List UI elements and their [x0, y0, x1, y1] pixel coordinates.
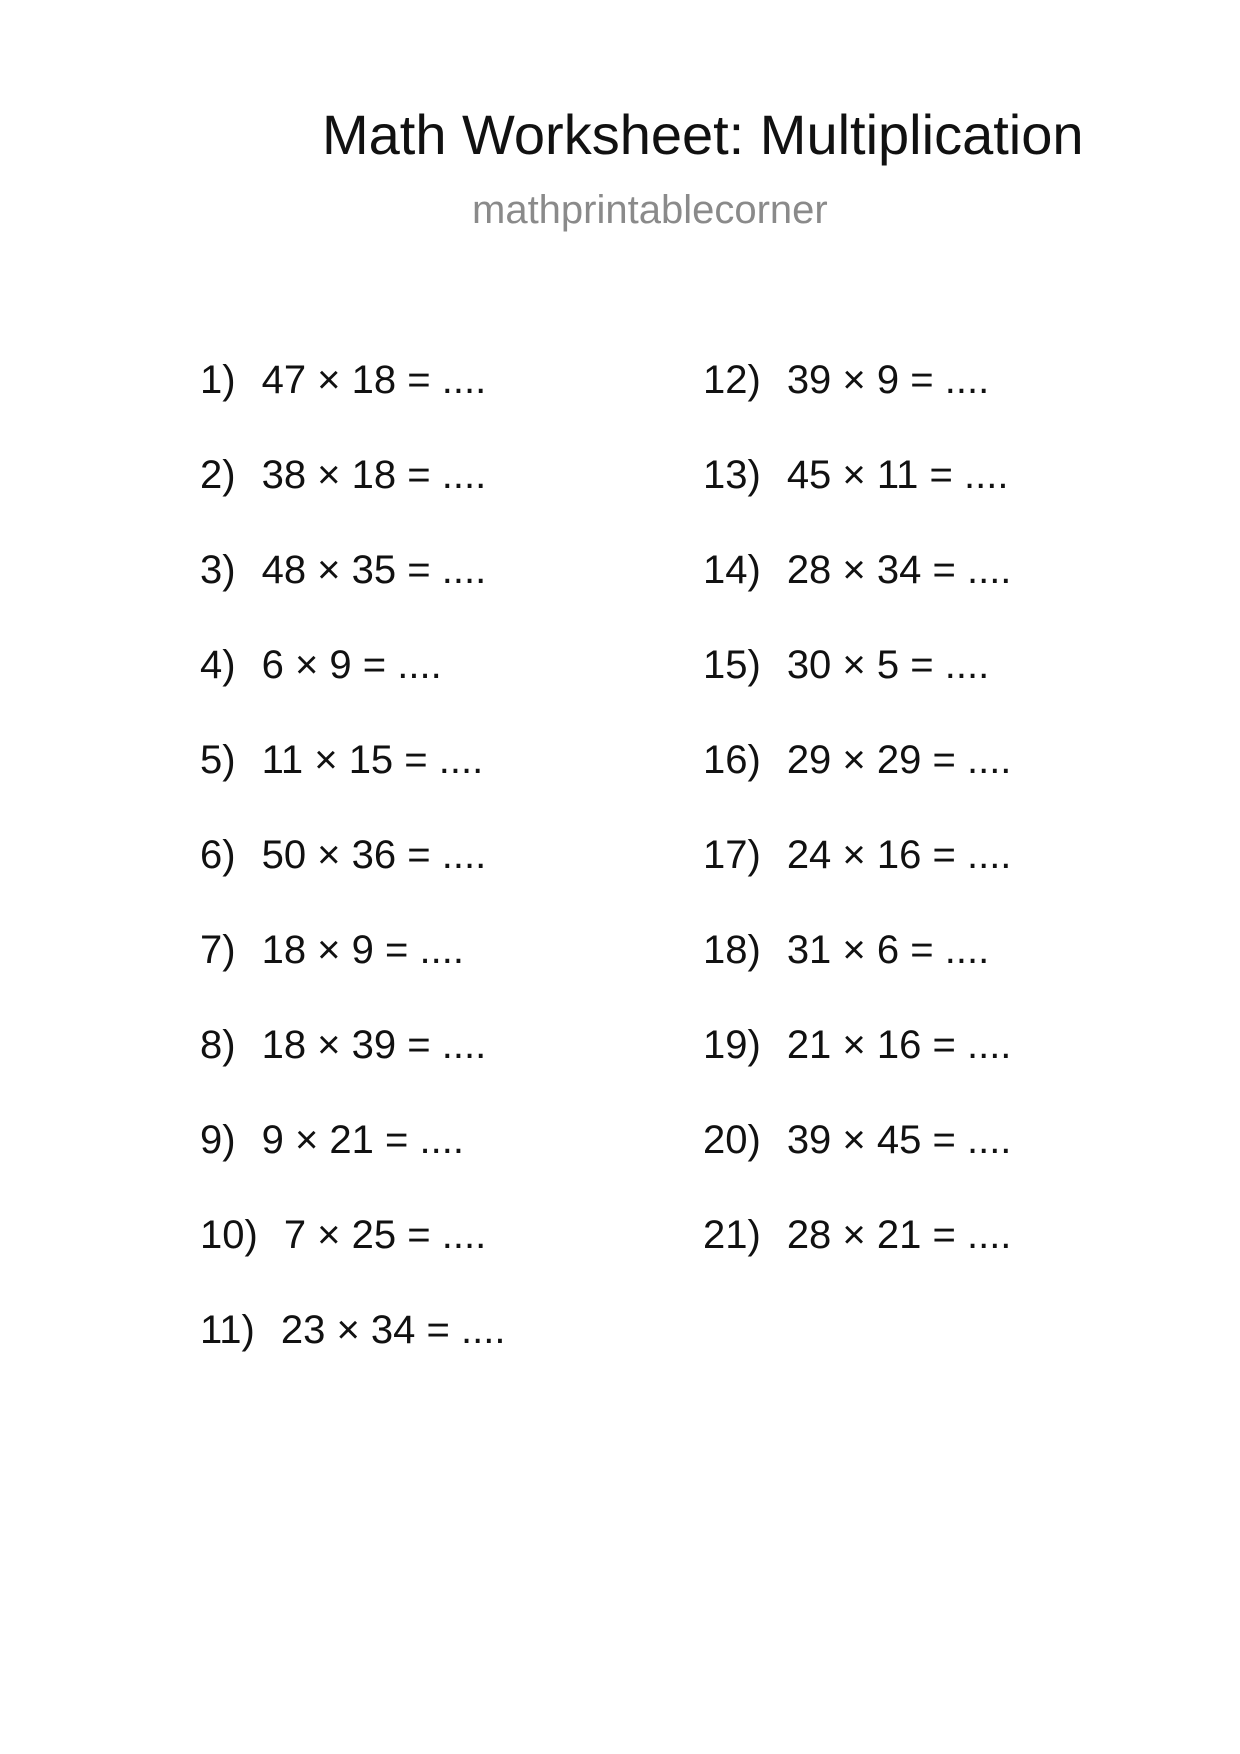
problem-item — [703, 918, 1203, 1013]
problem-expression: 28 × 21 = .... — [786, 1213, 1012, 1257]
worksheet-subtitle: mathprintablecorner — [472, 188, 828, 232]
problem-number: 20) — [703, 1118, 761, 1162]
problem-item — [703, 1013, 1203, 1108]
problem-number: 19) — [703, 1023, 761, 1067]
problem-item — [200, 538, 700, 633]
problem-number: 3) — [200, 548, 236, 592]
problem-expression: 50 × 36 = .... — [261, 833, 487, 877]
problem-number: 1) — [200, 358, 236, 402]
problem-expression: 48 × 35 = .... — [261, 548, 487, 592]
problem-item — [200, 633, 700, 728]
problem-item — [703, 348, 1203, 443]
problem-number: 7) — [200, 928, 236, 972]
problem-number: 12) — [703, 358, 761, 402]
problem-number: 4) — [200, 643, 236, 687]
problem-number: 16) — [703, 738, 761, 782]
problem-number: 14) — [703, 548, 761, 592]
problem-expression: 28 × 34 = .... — [786, 548, 1012, 592]
problem-column-left — [200, 348, 700, 1393]
problem-item — [703, 1108, 1203, 1203]
problem-number: 21) — [703, 1213, 761, 1257]
problem-number: 5) — [200, 738, 236, 782]
problem-expression: 39 × 45 = .... — [786, 1118, 1012, 1162]
problem-number: 10) — [200, 1213, 258, 1257]
problem-item — [200, 1203, 700, 1298]
problem-expression: 11 × 15 = .... — [261, 738, 484, 782]
problem-expression: 23 × 34 = .... — [280, 1308, 506, 1352]
problem-expression: 38 × 18 = .... — [261, 453, 487, 497]
problem-expression: 9 × 21 = .... — [261, 1118, 464, 1162]
problem-item — [200, 348, 700, 443]
problem-number: 11) — [200, 1308, 255, 1352]
problem-expression: 6 × 9 = .... — [261, 643, 442, 687]
problem-expression: 18 × 9 = .... — [261, 928, 464, 972]
problem-expression: 18 × 39 = .... — [261, 1023, 487, 1067]
problem-column-right — [703, 348, 1203, 1298]
problem-expression: 47 × 18 = .... — [261, 358, 487, 402]
problem-item — [200, 823, 700, 918]
problem-number: 15) — [703, 643, 761, 687]
problem-number: 17) — [703, 833, 761, 877]
problem-item — [703, 823, 1203, 918]
problem-item — [200, 1013, 700, 1108]
problem-expression: 30 × 5 = .... — [786, 643, 990, 687]
problem-expression: 21 × 16 = .... — [786, 1023, 1012, 1067]
problem-number: 13) — [703, 453, 761, 497]
problem-item — [703, 728, 1203, 823]
problem-number: 18) — [703, 928, 761, 972]
problem-expression: 45 × 11 = .... — [786, 453, 1009, 497]
problem-item — [200, 443, 700, 538]
problem-number: 8) — [200, 1023, 236, 1067]
problem-item — [200, 728, 700, 823]
problem-item — [703, 538, 1203, 633]
problem-expression: 7 × 25 = .... — [283, 1213, 487, 1257]
problem-number: 6) — [200, 833, 236, 877]
problem-expression: 29 × 29 = .... — [786, 738, 1012, 782]
problem-item — [200, 1298, 700, 1393]
problem-number: 9) — [200, 1118, 236, 1162]
problem-expression: 31 × 6 = .... — [786, 928, 990, 972]
problem-item — [703, 443, 1203, 538]
problem-expression: 24 × 16 = .... — [786, 833, 1012, 877]
problem-item — [703, 633, 1203, 728]
problem-item — [703, 1203, 1203, 1298]
problem-item — [200, 1108, 700, 1203]
worksheet-title: Math Worksheet: Multiplication — [322, 103, 1084, 166]
problem-number: 2) — [200, 453, 236, 497]
problem-item — [200, 918, 700, 1013]
problem-expression: 39 × 9 = .... — [786, 358, 990, 402]
